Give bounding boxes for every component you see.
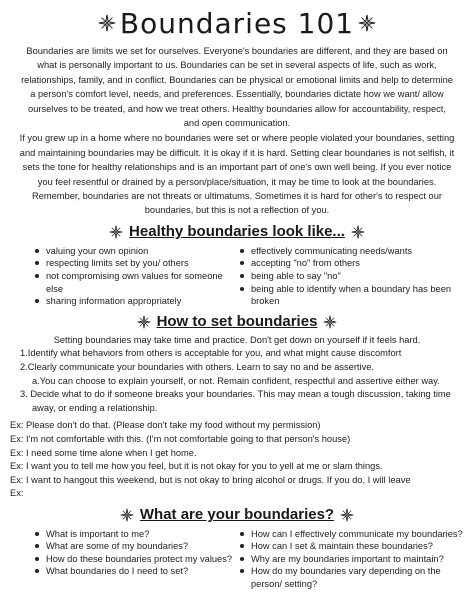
text-line: a person's comfort level, needs, and preferences. Essentially, boundaries dictate how we want/ allow	[30, 89, 444, 100]
step-1: 1.Identify what behaviors from others is acceptable for you, and what might cause discomfort	[20, 348, 402, 359]
example-line: Ex: Please don't do that. (Please don't take my food without my permission)	[10, 420, 321, 431]
example-line: Ex: I want you to tell me how you feel, but it is not okay for you to yell at me or slam things.	[10, 461, 383, 472]
step-3: 3. Decide what to do if someone breaks your boundaries. This may mean a tough discussion, taking time	[20, 389, 451, 400]
text-line: what is personally important to us. Boundaries can be set in several aspects of life, such as work,	[37, 60, 437, 71]
list-item: sharing information appropriately	[46, 295, 237, 308]
text-line: and open communication.	[183, 118, 291, 129]
healthy-right-column	[237, 245, 464, 308]
yours-heading-row	[10, 505, 464, 525]
list-item: Why are my boundaries important to maintain?	[251, 553, 464, 565]
list-item: What is important to me?	[46, 528, 237, 540]
text-line: sets the tone for healthy relationships and is an important part of one's own well being. If you ever notice	[22, 162, 452, 173]
examples-block	[10, 419, 464, 501]
list-item: accepting "no" from others	[251, 257, 464, 270]
list-item: being able to say "no"	[251, 270, 464, 283]
questions-left-column	[10, 528, 237, 590]
example-line: Ex: I need some time alone when I get home.	[10, 447, 197, 458]
list-item: effectively communicating needs/wants	[251, 245, 464, 258]
sparkle-icon	[358, 14, 376, 32]
list-item: How do these boundaries protect my values?	[46, 553, 237, 565]
list-item: How do my boundaries vary depending on the person/ setting?	[251, 565, 464, 590]
sparkle-icon	[340, 508, 354, 522]
text-line: boundaries, but this is not a reflection of you.	[144, 205, 330, 216]
howto-intro: Setting boundaries may take time and practice. Don't get down on yourself if it feels hard.	[53, 334, 421, 345]
sparkle-icon	[323, 315, 337, 329]
text-line: If you grew up in a home where no boundaries were set or where people violated your boundaries, setting	[19, 133, 455, 144]
list-item: What are some of my boundaries?	[46, 540, 237, 552]
healthy-lists	[10, 245, 464, 308]
example-line: Ex:	[10, 488, 24, 499]
questions-right-column	[237, 528, 464, 590]
healthy-left-column	[10, 245, 237, 308]
step-2: 2.Clearly communicate your boundaries with others. Learn to say no and be assertive.	[20, 362, 374, 373]
sparkle-icon	[351, 225, 365, 239]
example-line: Ex: I'm not comfortable with this. (I'm not comfortable going to that person's house)	[10, 434, 351, 444]
page-title: Boundaries 101	[119, 6, 355, 40]
sparkle-icon	[98, 14, 116, 32]
text-line: Remember, boundaries are not threats or ultimatums. Sometimes it is hard for other's to respect our	[32, 191, 442, 202]
list-item: What boundaries do I need to set?	[46, 565, 237, 577]
example-line: Ex: I want to hangout this weekend, but is not okay to bring alcohol or drugs. If you do, I will leave	[10, 474, 411, 485]
question-lists	[10, 528, 464, 590]
healthy-heading-row	[10, 222, 464, 242]
list-item: being able to identify when a boundary has been broken	[251, 283, 464, 308]
list-item: valuing your own opinion	[46, 245, 237, 258]
sparkle-icon	[109, 225, 123, 239]
text-line: ourselves to be treated, and how we treat others. Healthy boundaries allow for accountability, respect,	[28, 103, 446, 114]
title-row	[10, 2, 464, 44]
text-line: you feel resentful or drained by a person/place/situation, it may be time to look at the boundaries.	[37, 176, 437, 187]
intro-paragraph	[10, 44, 464, 130]
sparkle-icon	[137, 315, 151, 329]
list-item: respecting limits set by you/ others	[46, 257, 237, 270]
step-3-continued: away, or ending a relationship.	[32, 402, 158, 413]
howto-heading-row	[10, 312, 464, 332]
howto-steps	[10, 334, 464, 416]
list-item: How can I effectively communicate my boundaries?	[251, 528, 463, 539]
sparkle-icon	[120, 508, 134, 522]
yours-heading: What are your boundaries?	[139, 506, 335, 524]
text-line: Boundaries are limits we set for ourselves. Everyone's boundaries are different, and they are based on	[26, 46, 448, 56]
step-2a: a.You can choose to explain yourself, or not. Remain confident, respectful and assertive either way.	[32, 375, 440, 386]
healthy-heading: Healthy boundaries look like...	[129, 223, 345, 241]
howto-heading: How to set boundaries	[156, 313, 318, 331]
text-line: and maintaining boundaries may be difficult. It is okay if it is hard. Setting clear boundaries is not selfish, it	[19, 147, 455, 158]
second-paragraph	[10, 131, 464, 217]
list-item: not compromising own values for someone else	[46, 270, 237, 295]
list-item: How can I set & maintain these boundaries?	[251, 540, 464, 552]
text-line: relationships, family, and in conflict. Boundaries can be physical or emotional limits and help to determine	[21, 74, 453, 85]
